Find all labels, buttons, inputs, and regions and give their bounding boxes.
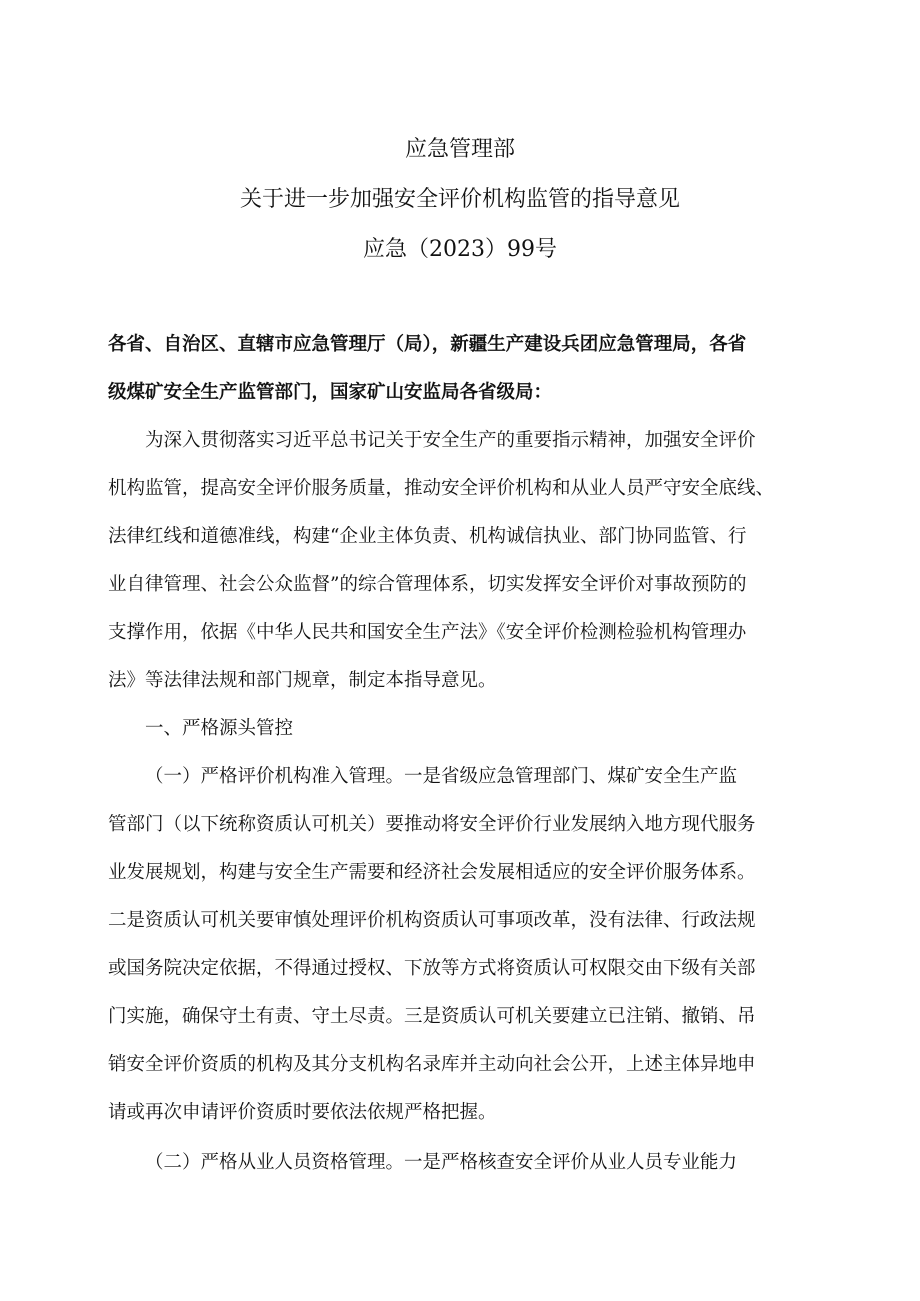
item1-line: 销安全评价资质的机构及其分支机构名录库并主动向社会公开，上述主体异地申 [108,1054,756,1075]
agency-title: 应急管理部 [404,137,515,162]
item1-line: 请或再次申请评价资质时要依法依规严格把握。 [108,1102,497,1123]
item1-line: （一）严格评价机构准入管理。一是省级应急管理部门、煤矿安全生产监 [145,766,738,787]
item1-line: 业发展规划，构建与安全生产需要和经济社会发展相适应的安全评价服务体系。 [108,862,756,883]
intro-line: 法》等法律法规和部门规章，制定本指导意见。 [108,670,497,691]
addressee-line: 级煤矿安全生产监管部门，国家矿山安监局各省级局： [108,382,553,403]
item1-line: 门实施，确保守土有责、守土尽责。三是资质认可机关要建立已注销、撤销、吊 [108,1006,756,1027]
document-title: 关于进一步加强安全评价机构监管的指导意见 [239,187,680,212]
section-heading: 一、严格源头管控 [145,718,294,739]
intro-line: 法律红线和道德准线，构建“企业主体负责、机构诚信执业、部门协同监管、行 [108,526,747,547]
intro-line: 支撑作用，依据《中华人民共和国安全生产法》《安全评价检测检验机构管理办 [108,622,747,643]
item1-line: 管部门（以下统称资质认可机关）要推动将安全评价行业发展纳入地方现代服务 [108,814,756,835]
intro-line: 机构监管，提高安全评价服务质量，推动安全评价机构和从业人员严守安全底线、 [108,478,775,499]
intro-line: 业自律管理、社会公众监督”的综合管理体系，切实发挥安全评价对事故预防的 [108,574,747,595]
addressee-line: 各省、自治区、直辖市应急管理厅（局），新疆生产建设兵团应急管理局，各省 [108,334,747,355]
item1-line: 或国务院决定依据，不得通过授权、下放等方式将资质认可权限交由下级有关部 [108,958,756,979]
item2-line: （二）严格从业人员资格管理。一是严格核查安全评价从业人员专业能力 [145,1152,738,1173]
document-number: 应急（2023）99号 [363,237,557,262]
item1-line: 二是资质认可机关要审慎处理评价机构资质认可事项改革，没有法律、行政法规 [108,910,756,931]
intro-line: 为深入贯彻落实习近平总书记关于安全生产的重要指示精神，加强安全评价 [145,430,756,451]
